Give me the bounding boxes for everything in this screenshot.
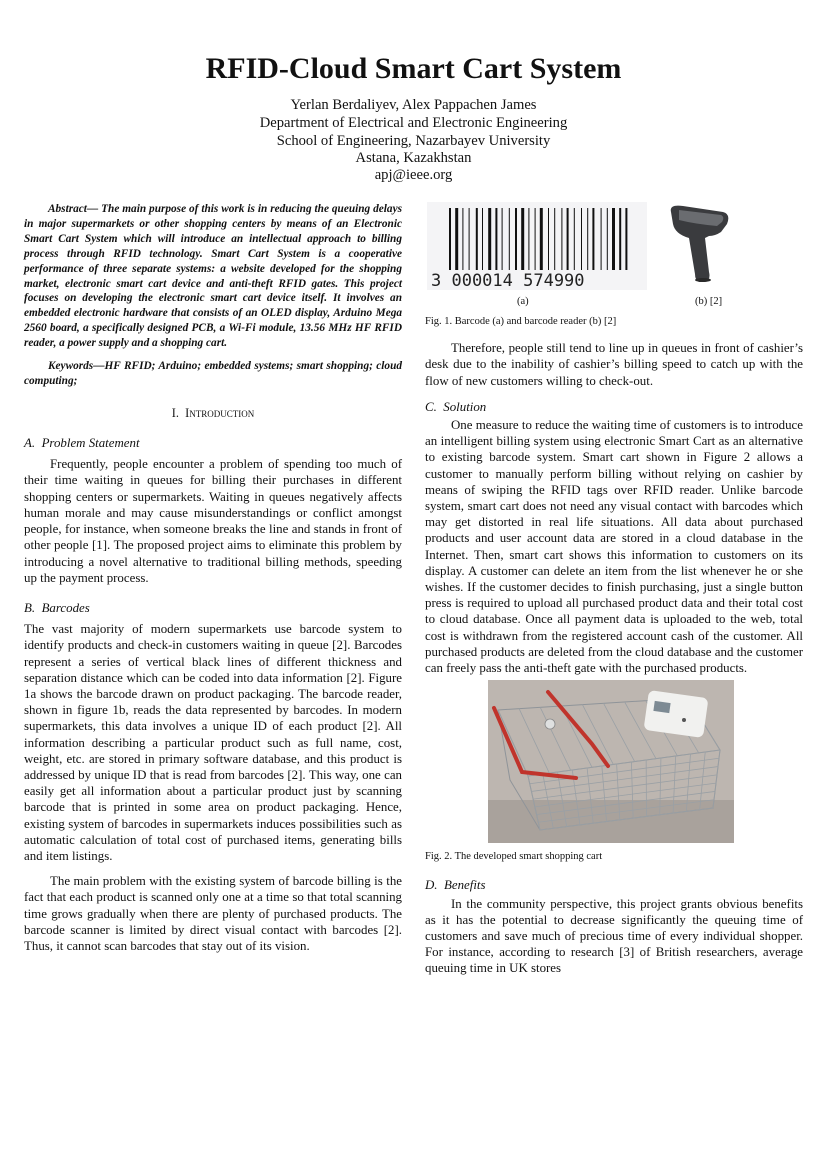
figure-1-caption: Fig. 1. Barcode (a) and barcode reader (b) [2] (425, 316, 617, 327)
subsection-letter: D. (425, 878, 438, 893)
barcode-image (427, 202, 647, 290)
left-column (24, 202, 402, 954)
author-school: School of Engineering, Nazarbayev University (276, 133, 551, 149)
barcode-digits: 3 000014 574990 (431, 271, 585, 290)
subsection-heading-problem (24, 435, 402, 451)
subsection-letter: A. (24, 436, 36, 451)
subsection-letter: B. (24, 600, 36, 615)
paragraph-barcodes-1: The vast majority of modern supermarkets use barcode system to identify products and check-in customers waiting in queue [2]. Barcodes represent a series of vertical black lines of different thickness and separation distance which can be coded into data information [2]. Figure 1a shows the barcode drawn on product packaging. The barcode reader, shown in figure 1b, reads the data represented by barcodes. In modern supermarkets, this data involves a unique ID of each product [2]. All information describing a particular product such as full name, cost, weight, etc. are stored in primary software database, and this product is addressed by unique ID that is read from barcodes [2]. This way, one can easily get all information about a particular product just by scanning barcode that is printed in some area on product packaging. Hence, existing system of barcodes in supermarkets induces possibilities such as automatic calculation of total cost of purchased items, generating bills and item listings. (24, 622, 402, 863)
paragraph-benefits: In the community perspective, this project grants obvious benefits as it has the potential to decrease significantly the queuing time of customers and save much of precious time of every individual shopper. For instance, according to research [3] of British researchers, average queuing time in UK stores (425, 896, 803, 976)
abstract-label: Abstract (48, 203, 87, 215)
keywords (24, 359, 402, 389)
abstract-text: — The main purpose of this work is in reducing the queuing delays in major supermarkets or other shopping centers by means of an Electronic Smart Cart System which will introduce an intellectual approach to billing process through RFID technology. Smart Cart System is a cooperative performance of three separate systems: a website developed for the shopping market, electronic smart cart device and anti-theft RFID gates. This project focuses on developing the electronic smart cart device itself. It involves an embedded electronic hardware that consists of an OLED display, Arduino Mega 2560 board, a specifically designed PCB, a Wi-Fi module, 13.56 MHz HF RFID reader, a power supply and a shopping cart. (24, 203, 402, 350)
subsection-heading-benefits (425, 877, 803, 893)
figure-1b-label: (b) [2] (695, 296, 723, 307)
author-department: Department of Electrical and Electronic Engineering (259, 115, 568, 131)
smart-cart-image (488, 680, 734, 843)
section-heading-introduction (24, 405, 402, 421)
paragraph-problem-statement: Frequently, people encounter a problem of spending too much of their time waiting in queues for billing their purchases in different shopping centers or supermarkets. Waiting in queues negatively affects human morale and may cause misunderstandings or conflict amongst people, for instance, when someone breaks the line and stands in front of other people [1]. The proposed project aims to eliminate this problem by introducing a novel alternative to traditional billing methods, speeding up the payment process. (24, 457, 402, 585)
subsection-title: Barcodes (41, 600, 90, 615)
paragraph-solution: One measure to reduce the waiting time of customers is to introduce an intelligent billing system using electronic Smart Cart as an alternative to existing barcode system. Smart cart shown in Figure 2 allows a customer to manually perform billing without relying on cashier by means of swiping the RFID tags over RFID reader. Unlike barcode system, smart cart does not need any visual contact with barcodes which may get distorted in real life situations. All data about purchased products and user account data are stored in a cloud database in the Internet. Then, smart cart shows this information to customers on its display. A customer can delete an item from the list whenever he or she wishes. If the customer decides to finish purchasing, just a single button press is required to upload all purchased product data and their total cost to cloud database. Once all payment data is uploaded to the web, total cost is withdrawn from the registered account cash of the customer. All purchased products are deleted from the cloud database and the customer can freely pass the anti-theft gate with the purchased products. (425, 418, 803, 676)
paper-title: RFID-Cloud Smart Cart System (205, 52, 622, 85)
scanner-icon (665, 202, 735, 284)
section-number: I. (171, 405, 179, 420)
section-title: Introduction (185, 405, 255, 420)
right-column (425, 202, 803, 977)
subsection-heading-solution (425, 399, 803, 415)
author-names: Yerlan Berdaliyev, Alex Pappachen James (290, 97, 537, 113)
paragraph-queues: Therefore, people still tend to line up in queues in front of cashier’s desk due to the inability of cashier’s billing speed to catch up with the flow of new customers willing to check-out. (425, 341, 803, 388)
subsection-title: Problem Statement (41, 436, 140, 451)
subsection-heading-barcodes (24, 600, 402, 616)
author-location: Astana, Kazakhstan (355, 150, 472, 166)
abstract (24, 202, 402, 351)
shopping-basket-graphic (488, 680, 734, 843)
keywords-text: —HF RFID; Arduino; embedded systems; smart shopping; cloud computing; (24, 360, 402, 387)
figure-1 (425, 202, 803, 322)
subsection-title: Benefits (444, 878, 486, 893)
author-email: apj@ieee.org (374, 167, 453, 183)
barcode-scanner-image (665, 202, 735, 284)
figure-2-caption: Fig. 2. The developed smart shopping cart (425, 851, 603, 863)
figure-1a-label: (a) (517, 296, 529, 307)
paragraph-barcodes-2: The main problem with the existing system of barcode billing is the fact that each product is scanned only one at a time so that total scanning time grows gradually when there are plenty of purchased products. The barcode scanner is limited by direct visual contact with barcodes [2]. Thus, it cannot scan barcodes that stay out of its vision. (24, 874, 402, 953)
barcode-graphic (427, 202, 647, 290)
keywords-label: Keywords (48, 360, 94, 373)
subsection-letter: C. (425, 399, 437, 414)
subsection-title: Solution (443, 399, 487, 414)
